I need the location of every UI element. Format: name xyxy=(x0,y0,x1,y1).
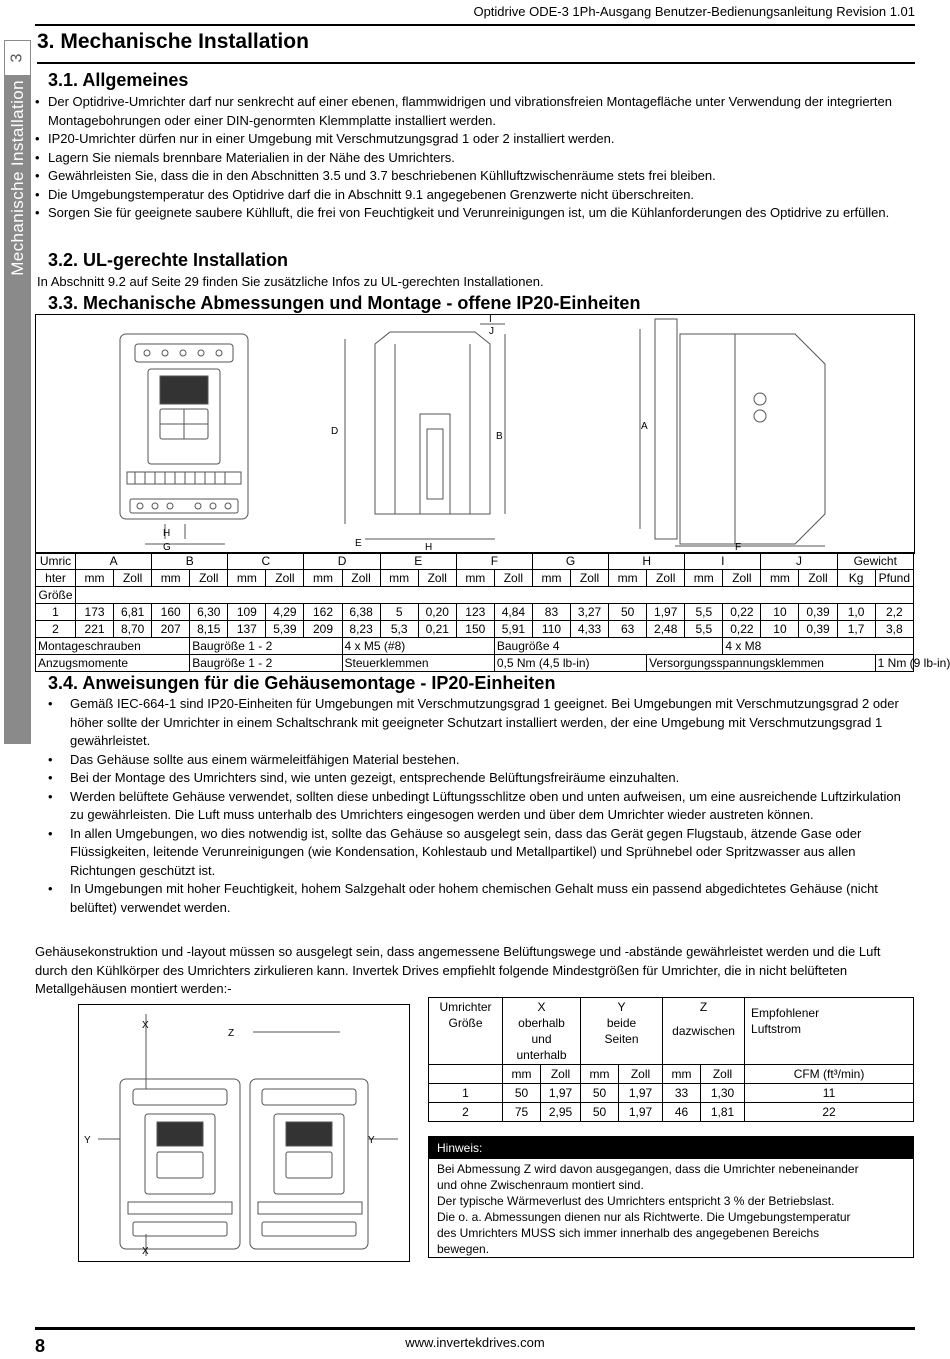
label-y-left: Y xyxy=(84,1135,91,1146)
label-d: D xyxy=(331,426,339,437)
label-b: B xyxy=(496,431,503,442)
table-cell: Anzugsmomente xyxy=(36,655,190,672)
unit-cell: Zoll xyxy=(799,570,837,587)
unit-cell: Zoll xyxy=(418,570,456,587)
footer-rule xyxy=(35,1327,915,1330)
footer-url[interactable]: www.invertekdrives.com xyxy=(405,1335,545,1350)
table-cell: 1,7 xyxy=(837,621,875,638)
list-item: • Das Gehäuse sollte aus einem wärmeleitfähigen Material bestehen. xyxy=(48,751,906,770)
table-cell: 137 xyxy=(228,621,266,638)
table-cell: 5 xyxy=(380,604,418,621)
unit-cell: mm xyxy=(609,570,647,587)
table-cell: 11 xyxy=(745,1084,914,1103)
table-cell: 110 xyxy=(532,621,570,638)
table-cell: 75 xyxy=(503,1103,541,1122)
unit-cell: mm xyxy=(503,1065,541,1084)
unit-cell: mm xyxy=(663,1065,701,1084)
section-3-2-title: 3.2. UL-gerechte Installation xyxy=(48,250,289,270)
list-item: • Bei der Montage des Umrichters sind, wie unten gezeigt, entsprechende Belüftungsfreiräume einzuhalten. xyxy=(48,769,906,788)
table-cell: Montageschrauben xyxy=(36,638,190,655)
table-cell: 5,3 xyxy=(380,621,418,638)
table-cell: hter xyxy=(36,570,76,587)
table-cell: 4 x M5 (#8) xyxy=(342,638,494,655)
clearance-drawing xyxy=(78,1004,410,1262)
document-header: Optidrive ODE-3 1Ph-Ausgang Benutzer-Bedienungsanleitung Revision 1.01 xyxy=(473,4,915,19)
group-header: J xyxy=(761,553,837,570)
table-cell: 0,20 xyxy=(418,604,456,621)
unit-cell: Zoll xyxy=(494,570,532,587)
list-item: • Lagern Sie niemals brennbare Materialien in der Nähe des Umrichters. xyxy=(35,149,915,168)
group-header: E xyxy=(380,553,456,570)
unit-cell: mm xyxy=(761,570,799,587)
header-y: Y beide Seiten xyxy=(581,998,663,1065)
list-item: • Sorgen Sie für geeignete saubere Kühlluft, die frei von Feuchtigkeit und Verunreinigungen ist, um die Kühlanforderungen des Optidrive zu erfüllen. xyxy=(35,204,915,223)
section-3-1-title: 3.1. Allgemeines xyxy=(48,70,189,90)
label-y-right: Y xyxy=(368,1135,375,1146)
table-cell: 1 xyxy=(36,604,76,621)
section-3-2-text: In Abschnitt 9.2 auf Seite 29 finden Sie zusätzliche Infos zu UL-gerechten Installationen. xyxy=(37,274,544,289)
table-cell: 50 xyxy=(581,1084,619,1103)
note-line: Der typische Wärmeverlust des Umrichters entspricht 3 % der Betriebslast. xyxy=(437,1194,835,1208)
table-cell: 1,0 xyxy=(837,604,875,621)
clearance-table xyxy=(428,997,914,1122)
table-cell: 8,70 xyxy=(114,621,152,638)
table-cell: 2,48 xyxy=(647,621,685,638)
table-cell: 0,22 xyxy=(723,604,761,621)
unit-cell: mm xyxy=(685,570,723,587)
unit-cell: Zoll xyxy=(541,1065,581,1084)
list-item: • Der Optidrive-Umrichter darf nur senkrecht auf einer ebenen, flammwidrigen und vibrationsfreien Montagefläche unter Verwendung der integrierten Montagebohrungen oder einer DIN-genormten Klemmplatte installiert werden. xyxy=(35,93,915,130)
unit-cell: Zoll xyxy=(190,570,228,587)
list-item: • In Umgebungen mit hoher Feuchtigkeit, hohem Salzgehalt oder hohem chemischen Gehalt muss ein passend abgedichtetes Gehäuse (nicht belüftet) verwendet werden. xyxy=(48,880,906,917)
note-line: und ohne Zwischenraum montiert sind. xyxy=(437,1178,644,1192)
list-item: • Gewährleisten Sie, dass die in den Abschnitten 3.5 und 3.7 beschriebenen Kühlluftzwischenräume stets frei bleiben. xyxy=(35,167,915,186)
table-cell: 0,39 xyxy=(799,604,837,621)
table-cell: 209 xyxy=(304,621,342,638)
group-header: B xyxy=(152,553,228,570)
table-cell: 2 xyxy=(36,621,76,638)
list-item: • Werden belüftete Gehäuse verwendet, sollten diese unbedingt Lüftungsschlitze oben und unten aufweisen, um eine ausreichende Luftzirkulation zu gewährleisten. Die Luft muss unterhalb des Umrichters eingesogen werden und über dem Umrichter wieder austreten können. xyxy=(48,788,906,825)
side-tab-label: Mechanische Installation xyxy=(7,80,27,276)
note-line: Bei Abmessung Z wird davon ausgegangen, dass die Umrichter nebeneinander xyxy=(437,1162,859,1176)
drive-front-view xyxy=(120,334,248,544)
table-cell: 221 xyxy=(76,621,114,638)
table-row xyxy=(36,621,914,638)
table-cell: Baugröße 1 - 2 xyxy=(190,638,342,655)
table-cell: 4,33 xyxy=(571,621,609,638)
table-cell: 123 xyxy=(456,604,494,621)
note-title: Hinweis: xyxy=(429,1137,913,1159)
page-number: 8 xyxy=(35,1336,46,1356)
table-cell: 1,30 xyxy=(701,1084,745,1103)
table-cell: Umric xyxy=(36,553,76,570)
table-cell: 50 xyxy=(503,1084,541,1103)
table-cell: 50 xyxy=(609,604,647,621)
table-cell: 2,2 xyxy=(875,604,913,621)
group-header: D xyxy=(304,553,380,570)
empty-cell xyxy=(76,587,914,604)
header-z: Z dazwischen xyxy=(663,998,745,1065)
table-cell: 2 xyxy=(429,1103,503,1122)
table-cell: Versorgungsspannungsklemmen xyxy=(647,655,875,672)
label-e: E xyxy=(355,538,362,549)
note-line: bewegen. xyxy=(437,1242,490,1256)
table-cell: 109 xyxy=(228,604,266,621)
mount-screws-row xyxy=(36,638,914,655)
group-header: Gewicht xyxy=(837,553,913,570)
table-cell: 46 xyxy=(663,1103,701,1122)
unit-cell: mm xyxy=(76,570,114,587)
label-x-top: X xyxy=(142,1020,149,1031)
unit-cell: mm xyxy=(152,570,190,587)
list-item: • IP20-Umrichter dürfen nur in einer Umgebung mit Verschmutzungsgrad 1 oder 2 installiert werden. xyxy=(35,130,915,149)
side-tab-number: 3 xyxy=(4,40,31,76)
note-box xyxy=(428,1136,914,1258)
unit-cell: CFM (ft³/min) xyxy=(745,1065,914,1084)
header-airflow: Empfohlener Luftstrom xyxy=(745,998,914,1065)
list-item: • Die Umgebungstemperatur des Optidrive darf die in Abschnitt 9.1 angegebenen Grenzwerte nicht überschreiten. xyxy=(35,186,915,205)
label-h-front: H xyxy=(163,528,171,539)
group-header: F xyxy=(456,553,532,570)
list-item: • Gemäß IEC-664-1 sind IP20-Einheiten für Umgebungen mit Verschmutzungsgrad 1 geeignet. Bei Umgebungen mit Verschmutzungsgrad 2 oder höher sollte der Umrichter in einem Schaltschrank mit geeigneter Schutzart installiert werden, der eine Umgebung mit Verschmutzungsgrad 1 gewährleistet. xyxy=(48,695,906,751)
chapter-title: 3. Mechanische Installation xyxy=(37,30,309,53)
chapter-rule xyxy=(37,62,915,64)
table-row xyxy=(429,1103,914,1122)
table-cell: 150 xyxy=(456,621,494,638)
group-header: I xyxy=(685,553,761,570)
table-cell: 173 xyxy=(76,604,114,621)
drive-side-view xyxy=(640,319,825,546)
unit-cell: mm xyxy=(581,1065,619,1084)
unit-cell: Zoll xyxy=(647,570,685,587)
table-cell: 4 x M8 xyxy=(723,638,914,655)
dimension-drawing xyxy=(35,314,915,554)
table-cell: 1 Nm (9 lb-in) xyxy=(875,655,913,672)
unit-cell: mm xyxy=(304,570,342,587)
table-cell: Baugröße 1 - 2 xyxy=(190,655,342,672)
table-cell: 0,22 xyxy=(723,621,761,638)
table-cell: 6,38 xyxy=(342,604,380,621)
note-line: des Umrichters MUSS sich immer innerhalb des angegebenen Bereichs xyxy=(437,1226,820,1240)
label-j: J xyxy=(489,326,494,337)
unit-cell: Zoll xyxy=(571,570,609,587)
label-i: I xyxy=(489,314,492,325)
unit-cell: Pfund xyxy=(875,570,913,587)
unit-cell: mm xyxy=(380,570,418,587)
section-3-4-title: 3.4. Anweisungen für die Gehäusemontage - IP20-Einheiten xyxy=(48,673,556,693)
table-cell: 50 xyxy=(581,1103,619,1122)
unit-cell: Kg xyxy=(837,570,875,587)
table-cell: 3,27 xyxy=(571,604,609,621)
table-cell: 83 xyxy=(532,604,570,621)
list-item: • In allen Umgebungen, wo dies notwendig ist, sollte das Gehäuse so ausgelegt sein, dass das Gerät gegen Flugstaub, ätzende Gase oder Flüssigkeiten, leitende Verunreinigungen (wie Kondensation, Kohlestaub und Metallpartikel) und Sprühnebel oder Spritzwasser aus allen Richtungen geschützt ist. xyxy=(48,825,906,881)
table-cell: 8,15 xyxy=(190,621,228,638)
table-cell: 1,97 xyxy=(647,604,685,621)
table-cell: 10 xyxy=(761,621,799,638)
torque-row xyxy=(36,655,914,672)
table-cell: 1,81 xyxy=(701,1103,745,1122)
table-cell: 1,97 xyxy=(541,1084,581,1103)
section-3-1-list xyxy=(35,93,915,223)
label-f: F xyxy=(735,542,742,553)
header-rule xyxy=(35,24,915,26)
unit-cell: Zoll xyxy=(619,1065,663,1084)
table-row xyxy=(429,1084,914,1103)
table-cell xyxy=(429,1065,503,1084)
table-cell: 8,23 xyxy=(342,621,380,638)
table-cell: Größe xyxy=(36,587,76,604)
table-cell: 207 xyxy=(152,621,190,638)
table-cell: Steuerklemmen xyxy=(342,655,494,672)
unit-cell: Zoll xyxy=(701,1065,745,1084)
unit-cell: mm xyxy=(456,570,494,587)
section-3-3-title: 3.3. Mechanische Abmessungen und Montage - offene IP20-Einheiten xyxy=(48,293,641,313)
unit-cell: mm xyxy=(228,570,266,587)
table-cell: 160 xyxy=(152,604,190,621)
label-a: A xyxy=(641,421,648,432)
unit-cell: Zoll xyxy=(342,570,380,587)
table-cell: 5,5 xyxy=(685,621,723,638)
table-cell: 33 xyxy=(663,1084,701,1103)
table-cell: 6,30 xyxy=(190,604,228,621)
label-h-rear: H xyxy=(425,542,433,553)
table-cell: Baugröße 4 xyxy=(494,638,722,655)
table-cell: 0,39 xyxy=(799,621,837,638)
table-cell: 1 xyxy=(429,1084,503,1103)
unit-cell: Zoll xyxy=(723,570,761,587)
table-cell: 162 xyxy=(304,604,342,621)
label-x-bottom: X xyxy=(142,1246,149,1257)
drive-right xyxy=(250,1079,368,1249)
table-cell: 1,97 xyxy=(619,1084,663,1103)
table-cell: 4,29 xyxy=(266,604,304,621)
section-3-4-paragraph: Gehäusekonstruktion und -layout müssen so ausgelegt sein, dass angemessene Belüftungswege und -abstände gewährleistet werden und die Luft durch den Kühlkörper des Umrichters zirkulieren kann. Invertek Drives empfiehlt folgende Mindestgrößen für Umrichter, die in nicht belüfteten Metallgehäusen montiert werden:- xyxy=(35,944,881,996)
table-cell: 63 xyxy=(609,621,647,638)
table-cell: 5,39 xyxy=(266,621,304,638)
table-cell: 3,8 xyxy=(875,621,913,638)
note-line: Die o. a. Abmessungen dienen nur als Richtwerte. Die Umgebungstemperatur xyxy=(437,1210,851,1224)
table-cell: 2,95 xyxy=(541,1103,581,1122)
unit-cell: Zoll xyxy=(266,570,304,587)
table-cell: 6,81 xyxy=(114,604,152,621)
section-3-4-list xyxy=(48,695,906,917)
table-cell: 0,21 xyxy=(418,621,456,638)
group-header: H xyxy=(609,553,685,570)
table-row xyxy=(36,604,914,621)
header-x: X oberhalb und unterhalb xyxy=(503,998,581,1065)
drive-left xyxy=(120,1079,240,1249)
table-cell: 22 xyxy=(745,1103,914,1122)
unit-cell: mm xyxy=(532,570,570,587)
table-cell: 5,91 xyxy=(494,621,532,638)
header-size: Umrichter Größe xyxy=(429,998,503,1065)
group-header: A xyxy=(76,553,152,570)
label-z: Z xyxy=(228,1028,235,1039)
table-cell: 10 xyxy=(761,604,799,621)
dimension-table xyxy=(35,552,950,672)
drive-rear-view xyxy=(345,324,505,539)
table-cell: 4,84 xyxy=(494,604,532,621)
table-cell: 5,5 xyxy=(685,604,723,621)
table-cell: 0,5 Nm (4,5 lb-in) xyxy=(494,655,646,672)
label-g: G xyxy=(163,542,171,553)
group-header: G xyxy=(532,553,608,570)
unit-cell: Zoll xyxy=(114,570,152,587)
group-header: C xyxy=(228,553,304,570)
table-cell: 1,97 xyxy=(619,1103,663,1122)
